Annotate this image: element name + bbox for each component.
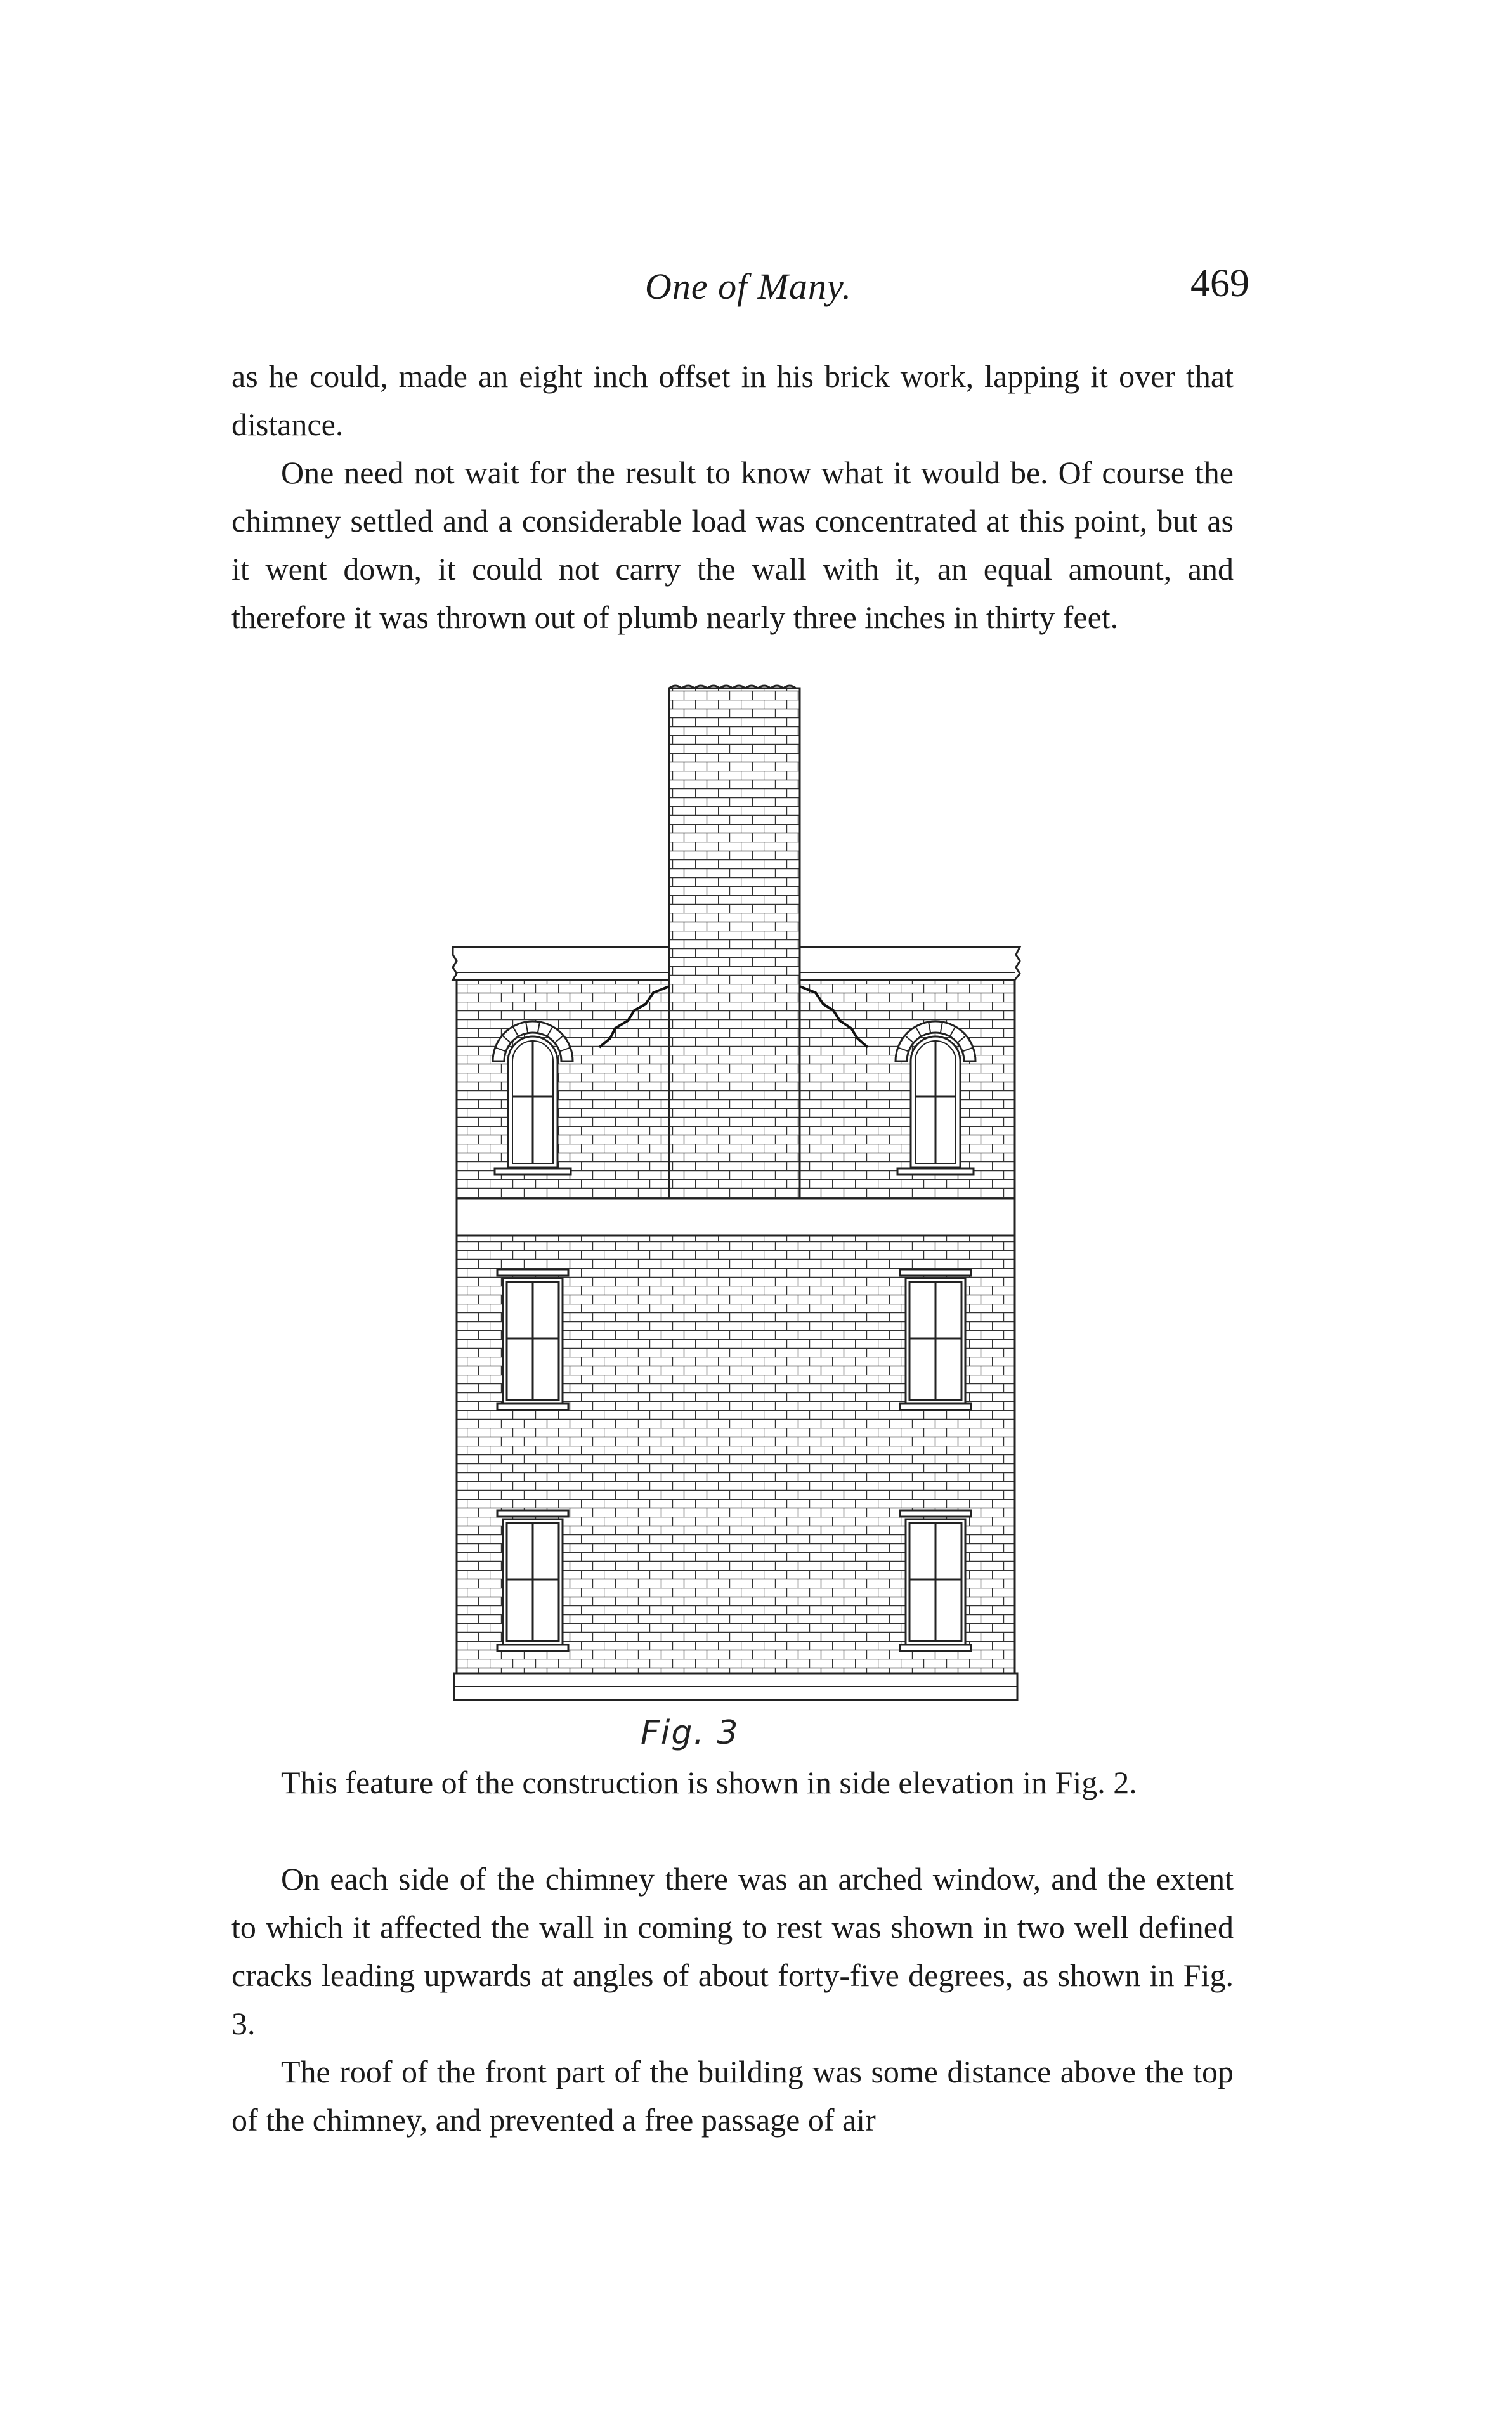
- paragraph-chimney-settled: One need not wait for the result to know what it would be. Of course the chimney settled and a considerable load was concentrated at this point, but as it went down, it could not carry the wall with it, an equal amount, and therefore it was thrown out of plumb nearly three inches in thirty feet.: [231, 455, 1234, 635]
- page-number: 469: [1190, 262, 1249, 305]
- window-lower-left: [497, 1510, 568, 1651]
- figure-caption: Fig. 3: [641, 1714, 740, 1752]
- foundation: [454, 1673, 1017, 1700]
- chimney: [669, 686, 800, 1199]
- paragraph-roof: The roof of the front part of the building was some distance above the top of the chimney, and prevented a free passage of air: [231, 2054, 1234, 2138]
- paragraph-arched-window: On each side of the chimney there was an arched window, and the extent to which it affected the wall in coming to rest was shown in two well defined cracks leading upwards at angles of about forty-five degrees, as shown in Fig. 3.: [231, 1861, 1234, 2041]
- figure-3-elevation: [444, 682, 1027, 1773]
- window-lower-right: [900, 1510, 971, 1651]
- building-elevation-drawing: [444, 682, 1027, 1709]
- paragraph-continued: as he could, made an eight inch offset in his brick work, lapping it over that distance.: [231, 358, 1234, 442]
- running-header: [241, 262, 1256, 316]
- window-middle-right: [900, 1269, 971, 1410]
- band-course: [457, 1199, 1015, 1236]
- paragraph-side-elevation: This feature of the construction is shown in side elevation in Fig. 2.: [281, 1765, 1137, 1800]
- window-middle-left: [497, 1269, 568, 1410]
- running-title: One of Many.: [644, 266, 852, 307]
